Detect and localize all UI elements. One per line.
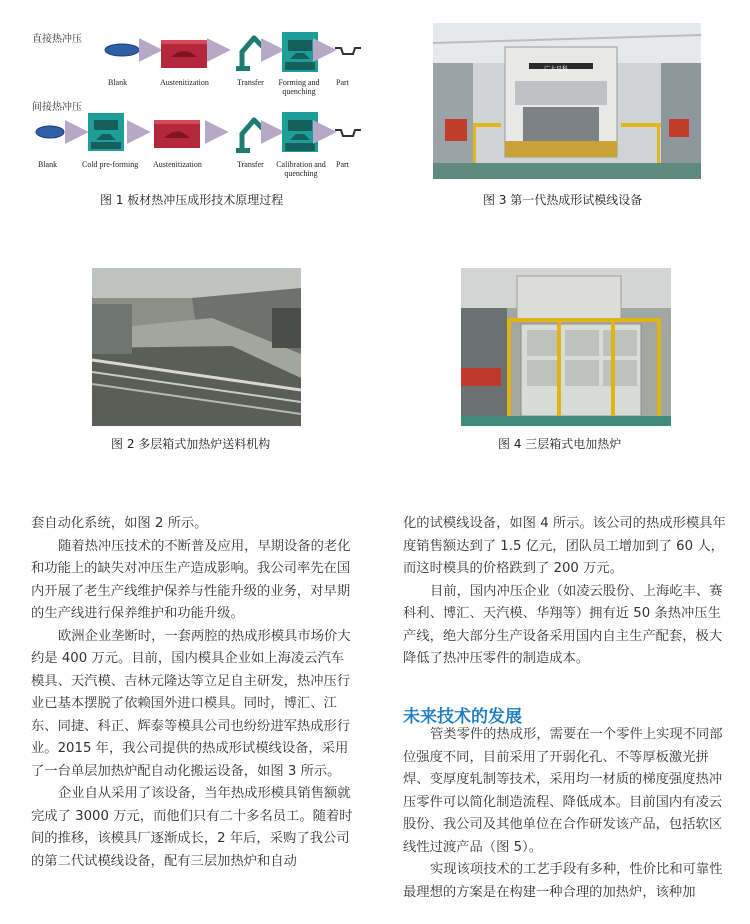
paragraph: 企业自从采用了该设备，当年热成形模具销售额就完成了 3000 万元，而他们只有二十多名员工。随着时间的推移，该模具厂逐渐成长，2 年后，采购了我公司的第二代试模线设备，配有三层加热炉和自动: [31, 786, 353, 869]
furnace-icon: [161, 40, 207, 68]
step-label: Transfer: [237, 78, 264, 87]
figure3-caption: 图 3 第一代热成形试模线设备: [483, 193, 643, 207]
step-label: Austenitization: [153, 160, 202, 169]
paragraph: 实现该项技术的工艺手段有多种，性价比和可靠性最理想的方案是在构建一种合理的加热炉，该种加: [403, 862, 723, 900]
left-column: [31, 513, 356, 873]
cold-press-icon: [88, 113, 124, 151]
row-label-indirect: 间接热冲压: [32, 102, 82, 113]
paragraph: 化的试模线设备，如图 4 所示。该公司的热成形模具年度销售额达到了 1.5 亿元，团队员工增加到了 60 人，而这时模具的价格跌到了 200 万元。: [403, 516, 726, 576]
step-label: Calibration and quenching: [276, 160, 326, 178]
step-label: Cold pre-forming: [82, 160, 139, 169]
furnace-icon: [154, 120, 200, 148]
right-column-top: [403, 513, 729, 671]
robot-arm-icon: [236, 38, 262, 71]
blank-icon: [105, 44, 139, 56]
row-label-direct: 直接热冲压: [32, 34, 82, 45]
step-label: Austenitization: [160, 78, 209, 87]
right-column-bottom: [403, 724, 729, 904]
blank-icon: [36, 126, 64, 138]
part-icon: [335, 48, 361, 54]
step-label: Part: [336, 160, 349, 169]
press-sign: 广大星科: [544, 66, 569, 73]
paragraph: 套自动化系统，如图 2 所示。: [31, 516, 208, 531]
hot-stamping-process-diagram: [30, 30, 375, 180]
figure2-caption: 图 2 多层箱式加热炉送料机构: [111, 437, 271, 451]
figure2-photo: [92, 268, 301, 426]
step-label: Blank: [108, 78, 128, 87]
section-heading: 未来技术的发展: [403, 707, 522, 727]
step-label: Blank: [38, 160, 58, 169]
figure4-caption: 图 4 三层箱式电加热炉: [498, 437, 622, 451]
figure4-photo: [461, 268, 671, 426]
step-label: Part: [336, 78, 349, 87]
step-label: Transfer: [237, 160, 264, 169]
part-icon: [335, 130, 361, 136]
paragraph: 随着热冲压技术的不断普及应用，早期设备的老化和功能上的缺失对冲压生产造成影响。我公司率先在国内开展了老生产线维护保养与性能升级的业务，对早期的生产线进行保养维护和功能升级。: [31, 538, 351, 621]
step-label: Forming and quenching: [278, 78, 320, 96]
robot-arm-icon: [236, 120, 262, 153]
figure3-photo: [433, 23, 701, 179]
figure1-caption: 图 1 板材热冲压成形技术原理过程: [100, 193, 284, 207]
paragraph: 欧洲企业垄断时，一套两腔的热成形模具市场价大约是 400 万元。目前，国内模具企业如上海凌云汽车模具、天汽模、吉林元隆达等立足自主研发，热冲压行业已基本摆脱了依赖国外进口模具。同时，博汇、江东、同捷、科正、辉泰等模具公司也纷纷进军热成形行业。2015 年，我公司提供的热成形试模线设备，采用了一台单层加热炉配自动化搬运设备，如图 3 所示。: [31, 628, 351, 779]
paragraph: 管类零件的热成形，需要在一个零件上实现不同部位强度不同，目前采用了开弱化孔、不等厚板激光拼焊、变厚度轧制等技术，采用均一材质的梯度强度热冲压零件可以简化制造流程、降低成本。目前国内有凌云股份、我公司及其他单位在合作研发该产品，包括软区线性过渡产品（图 5）。: [403, 727, 723, 855]
press-icon: [282, 112, 318, 152]
press-icon: [282, 32, 318, 72]
paragraph: 目前，国内冲压企业（如凌云股份、上海屹丰、赛科利、博汇、天汽模、华翔等）拥有近 50 条热冲压生产线，绝大部分生产设备采用国内自主生产配套，极大降低了热冲压零件的制造成本。: [403, 583, 723, 666]
